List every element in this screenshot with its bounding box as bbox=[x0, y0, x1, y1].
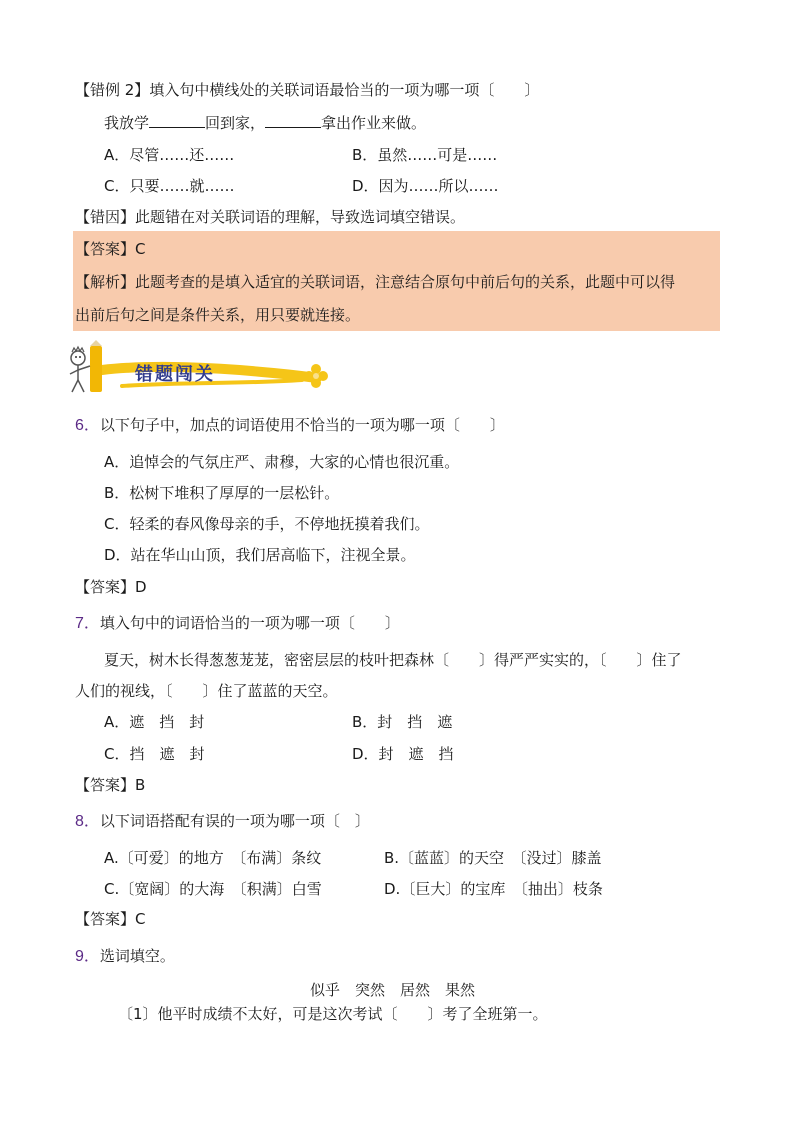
analysis-tag: 【解析】 bbox=[75, 273, 136, 291]
example-reason bbox=[75, 207, 465, 227]
answer-value: C bbox=[135, 240, 146, 258]
q7-option-c: C．挡 遮 封 bbox=[104, 745, 205, 763]
question-number: 6． bbox=[75, 417, 100, 434]
q7-option-d: D．封 遮 挡 bbox=[352, 745, 454, 763]
section-title: 错题闯关 bbox=[135, 364, 215, 385]
example-analysis bbox=[75, 272, 675, 292]
q7-answer bbox=[75, 775, 145, 795]
example-option-d: D．因为……所以…… bbox=[352, 177, 499, 195]
question-number: 9． bbox=[75, 948, 100, 965]
question-number: 8． bbox=[75, 813, 100, 830]
q6-option-d: D．站在华山山顶，我们居高临下，注视全景。 bbox=[104, 546, 416, 564]
example-question: 填入句中横线处的关联词语最恰当的一项为哪一项〔 〕 bbox=[149, 81, 540, 99]
q9-word-bank: 似乎 突然 居然 果然 bbox=[310, 981, 476, 999]
answer-tag: 【答案】 bbox=[75, 776, 136, 794]
q7-passage-line1: 夏天，树木长得葱葱茏茏，密密层层的枝叶把森林〔 〕得严严实实的，〔 〕住了 bbox=[104, 651, 682, 669]
q8-answer bbox=[75, 909, 146, 929]
example-sentence bbox=[104, 113, 426, 133]
q6-option-c: C．轻柔的春风像母亲的手，不停地抚摸着我们。 bbox=[104, 515, 430, 533]
question-text: 填入句中的词语恰当的一项为哪一项〔 〕 bbox=[99, 614, 400, 632]
q7-question bbox=[75, 613, 400, 634]
question-text: 以下句子中，加点的词语使用不恰当的一项为哪一项〔 〕 bbox=[99, 416, 505, 434]
reason-tag: 【错因】 bbox=[75, 208, 136, 226]
q8-question bbox=[75, 811, 370, 832]
q6-question bbox=[75, 415, 505, 436]
answer-value: B bbox=[135, 776, 146, 794]
example-analysis-cont: 出前后句之间是条件关系，用只要就连接。 bbox=[75, 306, 361, 324]
reason-text: 此题错在对关联词语的理解，导致选词填空错误。 bbox=[135, 208, 466, 226]
q9-item-1: 〔1〕他平时成绩不太好，可是这次考试〔 〕考了全班第一。 bbox=[118, 1005, 548, 1023]
sentence-part: 拿出作业来做。 bbox=[321, 114, 427, 132]
example-option-c: C．只要……就…… bbox=[104, 177, 235, 195]
fill-blank bbox=[149, 113, 205, 128]
q7-passage-line2: 人们的视线，〔 〕住了蓝蓝的天空。 bbox=[75, 682, 338, 700]
q6-option-b: B．松树下堆积了厚厚的一层松针。 bbox=[104, 484, 340, 502]
analysis-text: 此题考查的是填入适宜的关联词语，注意结合原句中前后句的关系，此题中可以得 bbox=[135, 273, 676, 291]
question-text: 以下词语搭配有误的一项为哪一项〔 〕 bbox=[99, 812, 370, 830]
q6-answer bbox=[75, 577, 147, 597]
q8-option-b: B.〔蓝蓝〕的天空 〔没过〕膝盖 bbox=[384, 849, 602, 867]
answer-tag: 【答案】 bbox=[75, 578, 136, 596]
q8-option-d: D.〔巨大〕的宝库 〔抽出〕枝条 bbox=[384, 880, 603, 898]
answer-tag: 【答案】 bbox=[75, 240, 136, 258]
fill-blank bbox=[265, 113, 321, 128]
question-number: 7． bbox=[75, 615, 100, 632]
q8-option-c: C.〔宽阔〕的大海 〔积满〕白雪 bbox=[104, 880, 322, 898]
example-heading bbox=[75, 80, 539, 100]
example-answer bbox=[75, 239, 146, 259]
q9-question bbox=[75, 946, 175, 967]
q7-option-b: B．封 挡 遮 bbox=[352, 713, 453, 731]
q7-option-a: A．遮 挡 封 bbox=[104, 713, 205, 731]
answer-tag: 【答案】 bbox=[75, 910, 136, 928]
answer-value: C bbox=[135, 910, 146, 928]
example-option-b: B．虽然……可是…… bbox=[352, 146, 498, 164]
sentence-part: 回到家， bbox=[205, 114, 266, 132]
example-option-a: A．尽管……还…… bbox=[104, 146, 235, 164]
q8-option-a: A.〔可爱〕的地方 〔布满〕条纹 bbox=[104, 849, 322, 867]
example-tag: 【错例 2】 bbox=[75, 81, 150, 99]
q6-option-a: A．追悼会的气氛庄严、肃穆，大家的心情也很沉重。 bbox=[104, 453, 460, 471]
sentence-part: 我放学 bbox=[104, 114, 150, 132]
answer-value: D bbox=[135, 578, 147, 596]
question-text: 选词填空。 bbox=[99, 947, 175, 965]
